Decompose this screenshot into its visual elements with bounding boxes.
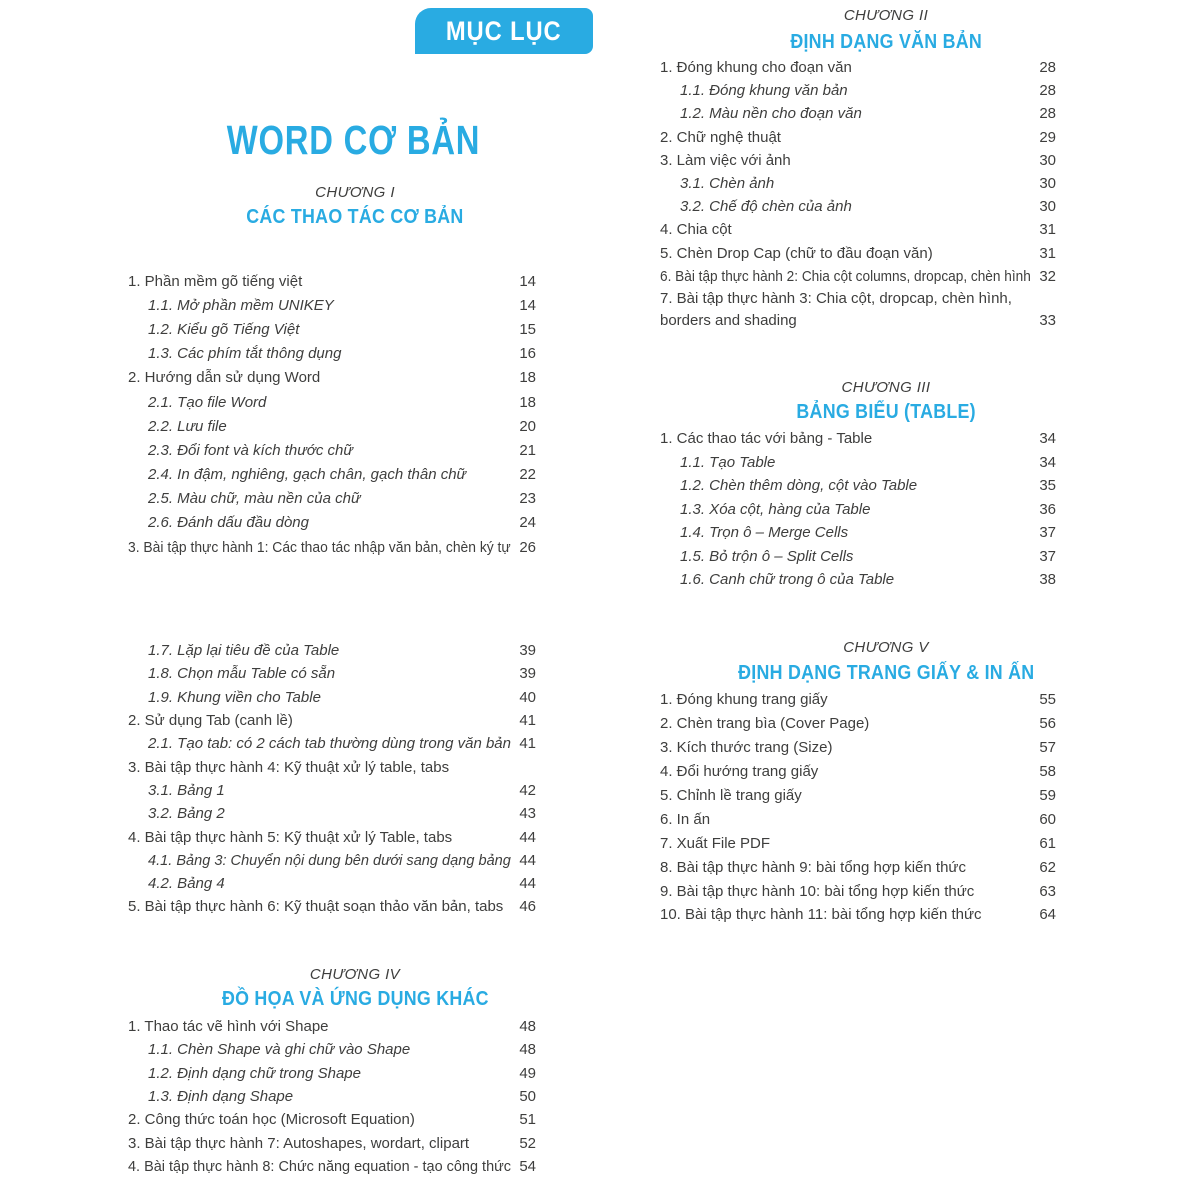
toc-item-page: 44 [519,828,536,846]
toc-item [660,855,1056,879]
toc-item [660,126,1056,149]
toc-item-label: 1.1. Mở phần mềm UNIKEY [148,296,334,314]
toc-item-label: 1.1. Đóng khung văn bản [680,82,848,100]
toc-item-page: 20 [519,417,536,435]
toc-item [660,195,1056,218]
toc-item [660,79,1056,102]
toc-item-page: 57 [1039,739,1056,757]
toc-item [128,895,536,918]
toc-item [128,1155,536,1178]
toc-item-label: 2.2. Lưu file [148,417,227,435]
toc-item-page: 16 [519,345,536,363]
toc-item [128,342,536,366]
toc-item [660,102,1056,125]
toc-item [128,872,536,895]
toc-item [660,172,1056,195]
toc-item-label: 7. Bài tập thực hành 3: Chia cột, dropcap, chèn hình, [660,290,1012,308]
toc-item [660,56,1056,79]
toc-list-chapter1 [128,269,536,559]
toc-item-page: 42 [519,781,536,799]
toc-item [128,511,536,535]
toc-item [660,265,1056,288]
toc-item-page: 52 [519,1134,536,1152]
toc-item-label: 7. Xuất File PDF [660,834,771,852]
toc-item-page: 48 [519,1041,536,1059]
toc-item-page: 24 [519,514,536,532]
toc-item-page: 63 [1039,882,1056,900]
toc-item [128,662,536,685]
toc-item-label: 9. Bài tập thực hành 10: bài tổng hợp kiến thức [660,882,975,900]
toc-item-page: 22 [519,466,536,484]
toc-item-label: 1.6. Canh chữ trong ô của Table [680,571,895,589]
toc-item-label: 1. Đóng khung trang giấy [660,691,828,709]
chapter3-title: BẢNG BIỂU (TABLE) [796,400,976,423]
toc-item [660,688,1056,712]
toc-item-label: 3.2. Bảng 2 [148,805,225,823]
toc-item-label: 2.5. Màu chữ, màu nền của chữ [148,490,361,508]
toc-item-page: 41 [519,735,536,753]
toc-item-label: 2.1. Tạo tab: có 2 cách tab thường dùng trong văn bản [148,735,511,753]
toc-item-label: 1.7. Lặp lại tiêu đề của Table [148,642,340,660]
toc-item-label: 2. Chèn trang bìa (Cover Page) [660,715,870,733]
toc-item [660,427,1056,451]
toc-item-label: 1.8. Chọn mẫu Table có sẵn [148,665,336,683]
toc-item-page: 28 [1039,59,1056,77]
toc-item [660,831,1056,855]
toc-item [128,438,536,462]
toc-item-page: 60 [1039,810,1056,828]
toc-list-chapter2 [660,56,1056,331]
toc-item-label: 5. Bài tập thực hành 6: Kỹ thuật soạn thảo văn bản, tabs [128,898,504,916]
toc-item [660,474,1056,498]
toc-item-page: 30 [1039,175,1056,193]
toc-item-page: 26 [519,538,536,556]
toc-item [128,1015,536,1038]
toc-item-label: 5. Chèn Drop Cap (chữ to đầu đoạn văn) [660,244,933,262]
toc-item-label: 4. Đổi hướng trang giấy [660,763,819,781]
toc-item [128,802,536,825]
toc-item [660,736,1056,760]
toc-item-label: 2. Chữ nghệ thuật [660,128,781,146]
toc-item-page: 23 [519,490,536,508]
toc-item-page: 39 [519,642,536,660]
toc-item [660,498,1056,522]
toc-item [128,269,536,293]
toc-item-page: 46 [519,898,536,916]
toc-item [128,390,536,414]
toc-item-label: 3. Làm việc với ảnh [660,151,791,169]
toc-item [660,784,1056,808]
toc-item-label: 4. Bài tập thực hành 5: Kỹ thuật xử lý Table, tabs [128,828,453,846]
toc-item [128,293,536,317]
toc-item [128,535,536,559]
toc-item-label: 2.3. Đổi font và kích thước chữ [148,441,353,459]
toc-list-continuation [128,639,536,919]
toc-item [128,849,536,872]
toc-item-label: 10. Bài tập thực hành 11: bài tổng hợp kiến thức [660,906,982,924]
toc-item-page: 64 [1039,906,1056,924]
toc-item [128,686,536,709]
toc-item [660,242,1056,265]
toc-item-label: 2. Công thức toán học (Microsoft Equation) [128,1111,415,1129]
toc-item [660,545,1056,569]
toc-item-page: 48 [519,1018,536,1036]
toc-item [128,463,536,487]
toc-item [660,521,1056,545]
toc-item-page: 62 [1039,858,1056,876]
toc-badge [415,8,593,54]
toc-item-label: 1. Các thao tác với bảng - Table [660,430,873,448]
toc-item-page: 59 [1039,787,1056,804]
toc-item-page: 18 [519,393,536,411]
toc-item-page: 34 [1039,453,1056,471]
toc-item-label: 2. Hướng dẫn sử dụng Word [128,369,321,387]
toc-item [128,1038,536,1061]
toc-item-label-line2: borders and shading [660,311,797,329]
toc-item-page: 54 [519,1157,536,1175]
toc-item-label: 3.1. Bảng 1 [148,781,225,799]
toc-item-label: 4. Bài tập thực hành 8: Chức năng equation - tạo công thức [128,1157,512,1175]
toc-item-page: 35 [1039,477,1056,495]
toc-item-page: 30 [1039,151,1056,169]
toc-item-label: 1.4. Trọn ô – Merge Cells [680,524,849,542]
toc-item-page: 31 [1039,244,1056,262]
toc-item-page: 31 [1039,221,1056,239]
toc-item [660,879,1056,903]
toc-item [660,218,1056,241]
toc-item-page: 49 [519,1064,536,1082]
toc-item-label: 1. Đóng khung cho đoạn văn [660,59,852,77]
toc-item-label: 3. Kích thước trang (Size) [660,739,833,757]
toc-item-page: 36 [1039,500,1056,518]
toc-item [660,568,1056,592]
toc-item-page: 43 [519,805,536,823]
toc-item-page: 50 [519,1088,536,1106]
toc-item-page: 39 [519,665,536,683]
toc-item [660,807,1056,831]
toc-item-page: 61 [1039,834,1056,852]
toc-item-page: 58 [1039,763,1056,781]
toc-item-label: 1.5. Bỏ trộn ô – Split Cells [680,547,854,565]
toc-item-page: 40 [519,688,536,706]
chapter3-label: CHƯƠNG III [841,379,931,396]
toc-list-chapter5 [660,688,1056,927]
toc-item-label: 2.6. Đánh dấu đầu dòng [148,514,309,532]
toc-item [128,1062,536,1085]
toc-item-page: 18 [519,369,536,387]
toc-item-page: 30 [1039,198,1056,216]
toc-item-label: 2.1. Tạo file Word [148,393,267,411]
toc-item-page: 29 [1039,128,1056,146]
chapter2-label: CHƯƠNG II [843,7,929,24]
toc-item [660,451,1056,475]
toc-item-label: 1.1. Chèn Shape và ghi chữ vào Shape [148,1041,411,1059]
toc-item-label: 6. Bài tập thực hành 2: Chia cột columns, dropcap, chèn hình [660,267,1031,285]
toc-item [660,149,1056,172]
toc-item-page: 14 [519,296,536,314]
toc-item [660,903,1056,927]
toc-list-chapter3 [660,427,1056,592]
toc-item [128,709,536,732]
toc-item-label: 1.2. Kiểu gõ Tiếng Việt [148,320,300,338]
chapter4-title: ĐỒ HỌA VÀ ỨNG DỤNG KHÁC [221,987,489,1010]
toc-item [128,732,536,755]
toc-item-page: 15 [519,320,536,338]
toc-item [128,414,536,438]
toc-item [128,487,536,511]
toc-item-label: 1.3. Các phím tắt thông dụng [148,345,342,363]
toc-item-page: 56 [1039,715,1056,733]
toc-item [128,825,536,848]
toc-item-label: 3.2. Chế độ chèn của ảnh [680,198,852,216]
toc-item-page: 37 [1039,524,1056,542]
toc-item-page: 44 [519,875,536,893]
toc-item [128,366,536,390]
toc-item-label: 4. Chia cột [660,221,732,239]
toc-item [660,712,1056,736]
toc-item-page: 38 [1039,571,1056,589]
book-title: WORD CƠ BẢN [226,117,480,163]
toc-item-page: 55 [1039,691,1056,709]
chapter1-label: CHƯƠNG I [315,184,395,201]
toc-item-label: 1.9. Khung viền cho Table [148,688,321,706]
toc-item-label: 1.2. Định dạng chữ trong Shape [148,1064,361,1082]
toc-item-label: 8. Bài tập thực hành 9: bài tổng hợp kiến thức [660,858,966,876]
toc-item-label: 2.4. In đậm, nghiêng, gạch chân, gạch thân chữ [148,466,467,484]
toc-item-label: 1.2. Màu nền cho đoạn văn [680,105,862,123]
toc-item-label: 1.3. Xóa cột, hàng của Table [680,500,871,518]
toc-item-page: 44 [519,851,536,869]
toc-item-page: 28 [1039,105,1056,123]
toc-item-page: 14 [519,272,536,290]
toc-item-page: 51 [519,1111,536,1129]
chapter1-title: CÁC THAO TÁC CƠ BẢN [246,205,464,228]
toc-item-label: 1.1. Tạo Table [680,453,776,471]
toc-item-label: 2. Sử dụng Tab (canh lề) [128,712,293,730]
toc-item-label: 3. Bài tập thực hành 4: Kỹ thuật xử lý table, tabs [128,758,450,776]
toc-item [128,317,536,341]
toc-item-label: 1. Thao tác vẽ hình với Shape [128,1018,329,1036]
toc-item-label: 3.1. Chèn ảnh [680,175,775,193]
toc-item-label: 1. Phần mềm gõ tiếng việt [128,272,303,290]
toc-item-label: 5. Chỉnh lề trang giấy [660,787,802,804]
toc-item-page: 37 [1039,547,1056,565]
toc-item-label: 4.2. Bảng 4 [148,875,225,893]
chapter5-label: CHƯƠNG V [843,639,929,656]
toc-item-page: 32 [1039,267,1056,285]
toc-item-page: 21 [519,441,536,459]
toc-badge-label: MỤC LỤC [446,15,562,46]
toc-list-chapter4 [128,1015,536,1178]
toc-item-page: 41 [519,712,536,730]
chapter5-title: ĐỊNH DẠNG TRANG GIẤY & IN ẤN [737,661,1035,684]
toc-item-page: 33 [1039,311,1056,329]
toc-item-page: 28 [1039,82,1056,100]
chapter2-title: ĐỊNH DẠNG VĂN BẢN [790,30,982,53]
toc-item [660,288,1056,331]
toc-item-label: 3. Bài tập thực hành 1: Các thao tác nhập văn bản, chèn ký tự [128,538,511,556]
toc-item [128,779,536,802]
toc-item [128,755,536,778]
toc-item [128,1085,536,1108]
toc-item-label: 1.2. Chèn thêm dòng, cột vào Table [680,477,918,495]
toc-item-label: 1.3. Định dạng Shape [148,1088,294,1106]
toc-item [128,1108,536,1131]
toc-item-label: 6. In ấn [660,810,711,828]
toc-item [128,639,536,662]
chapter4-label: CHƯƠNG IV [309,966,401,983]
toc-item [128,1131,536,1154]
toc-item-label: 3. Bài tập thực hành 7: Autoshapes, wordart, clipart [128,1134,470,1152]
toc-item-page: 34 [1039,430,1056,448]
toc-item [660,760,1056,784]
toc-item-label: 4.1. Bảng 3: Chuyển nội dung bên dưới sang dạng bảng [148,851,511,869]
